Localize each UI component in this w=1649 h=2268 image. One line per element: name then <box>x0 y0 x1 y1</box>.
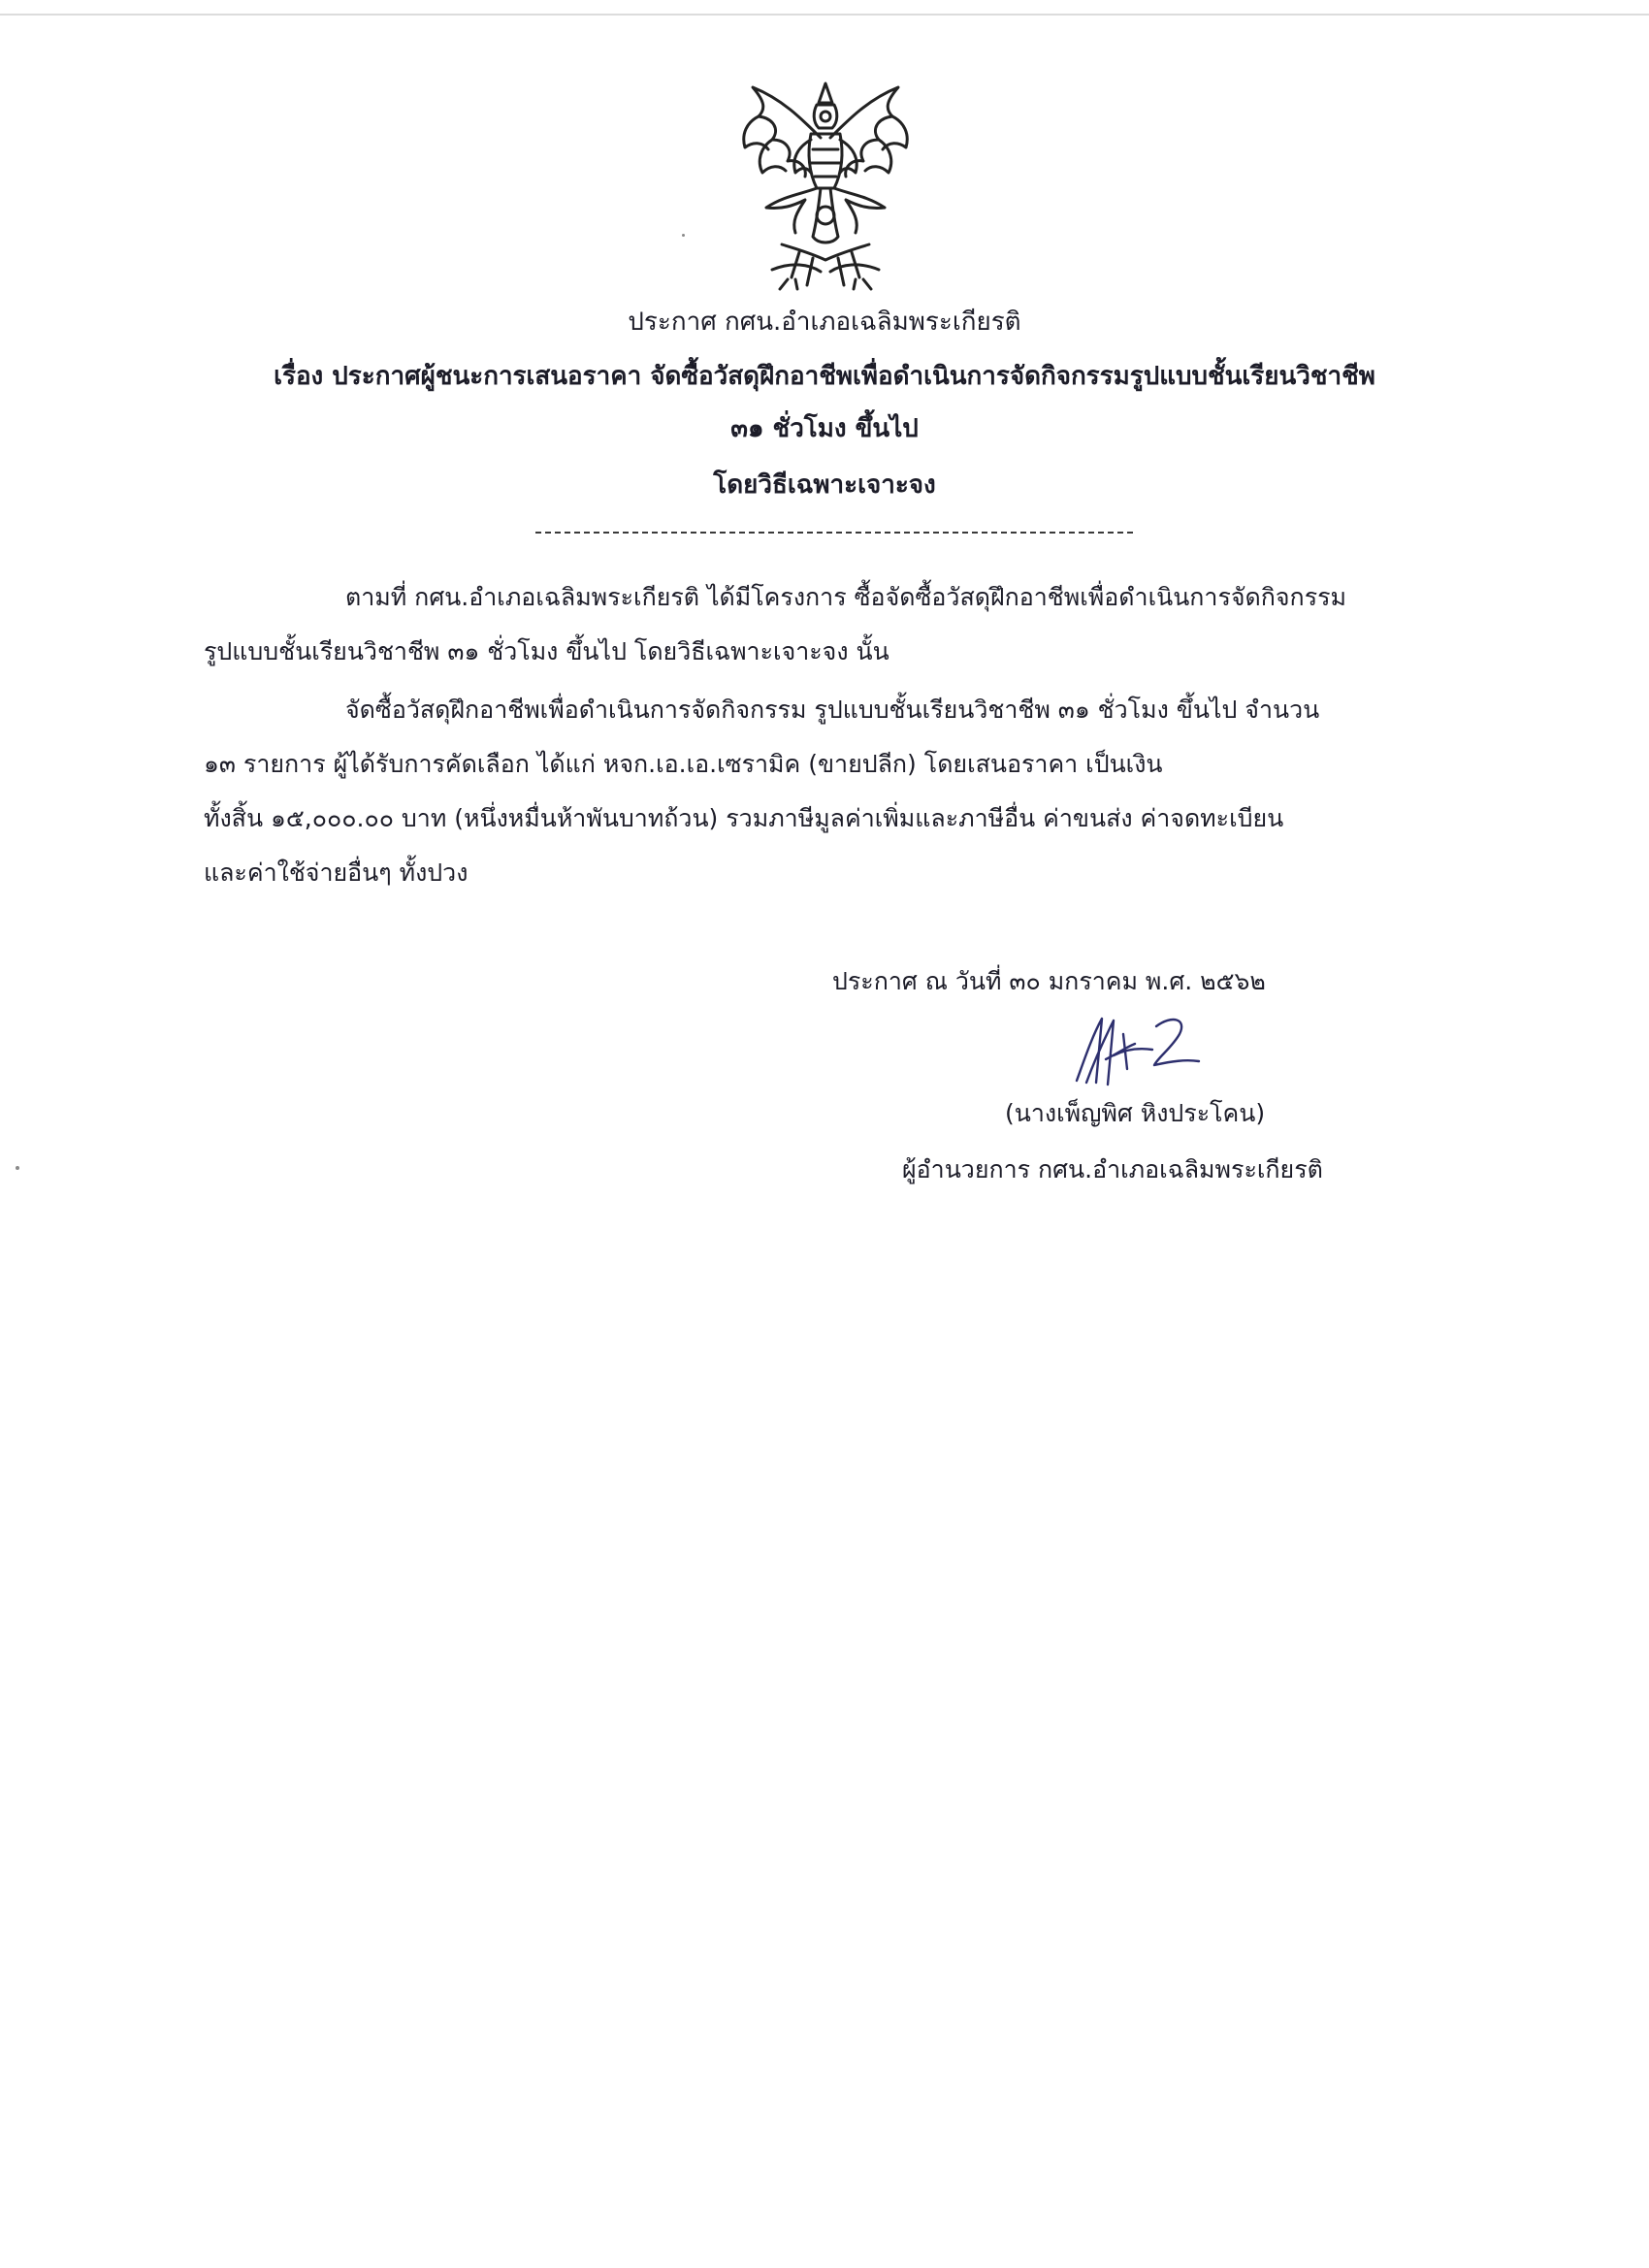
dashed-divider <box>535 532 1133 534</box>
announcement-method: โดยวิธีเฉพาะเจาะจง <box>713 470 936 500</box>
signer-title: ผู้อำนวยการ กศน.อำเภอเฉลิมพระเกียรติ <box>902 1155 1323 1183</box>
scan-speck <box>682 234 685 237</box>
paragraph-2-line-1: จัดซื้อวัสดุฝึกอาชีพเพื่อดำเนินการจัดกิจกรรม รูปแบบชั้นเรียนวิชาชีพ ๓๑ ชั่วโมง ขึ้นไป จำนวน <box>345 696 1320 724</box>
announcement-subject-hours: ๓๑ ชั่วโมง ขึ้นไป <box>730 414 919 443</box>
paragraph-1-line-2: รูปแบบชั้นเรียนวิชาชีพ ๓๑ ชั่วโมง ขึ้นไป โดยวิธีเฉพาะเจาะจง นั้น <box>204 637 889 665</box>
garuda-emblem-icon <box>724 80 927 293</box>
scan-speck <box>16 1166 19 1170</box>
announcement-date: ประกาศ ณ วันที่ ๓๐ มกราคม พ.ศ. ๒๕๖๒ <box>832 967 1266 995</box>
scan-edge-line <box>0 14 1649 16</box>
announcement-subject: เรื่อง ประกาศผู้ชนะการเสนอราคา จัดซื้อวัสดุฝึกอาชีพเพื่อดำเนินการจัดกิจกรรมรูปแบบชั้นเรียนวิชาชีพ <box>274 362 1375 391</box>
paragraph-2-line-3: ทั้งสิ้น ๑๕,๐๐๐.๐๐ บาท (หนึ่งหมื่นห้าพันบาทถ้วน) รวมภาษีมูลค่าเพิ่มและภาษีอื่น ค่าขนส่ง ค่าจดทะเบียน <box>204 804 1284 832</box>
paragraph-1-line-1: ตามที่ กศน.อำเภอเฉลิมพระเกียรติ ได้มีโครงการ ซื้อจัดซื้อวัสดุฝึกอาชีพเพื่อดำเนินการจัดกิจกรรม <box>345 583 1347 611</box>
paragraph-2-line-2: ๑๓ รายการ ผู้ได้รับการคัดเลือก ได้แก่ หจก.เอ.เอ.เซรามิค (ขายปลีก) โดยเสนอราคา เป็นเงิน <box>204 750 1163 778</box>
paragraph-2-line-4: และค่าใช้จ่ายอื่นๆ ทั้งปวง <box>204 859 469 887</box>
handwritten-signature-icon <box>1063 1005 1247 1092</box>
announcement-issuer: ประกาศ กศน.อำเภอเฉลิมพระเกียรติ <box>628 308 1021 337</box>
signer-name: (นางเพ็ญพิศ หิงประโคน) <box>1005 1099 1266 1127</box>
